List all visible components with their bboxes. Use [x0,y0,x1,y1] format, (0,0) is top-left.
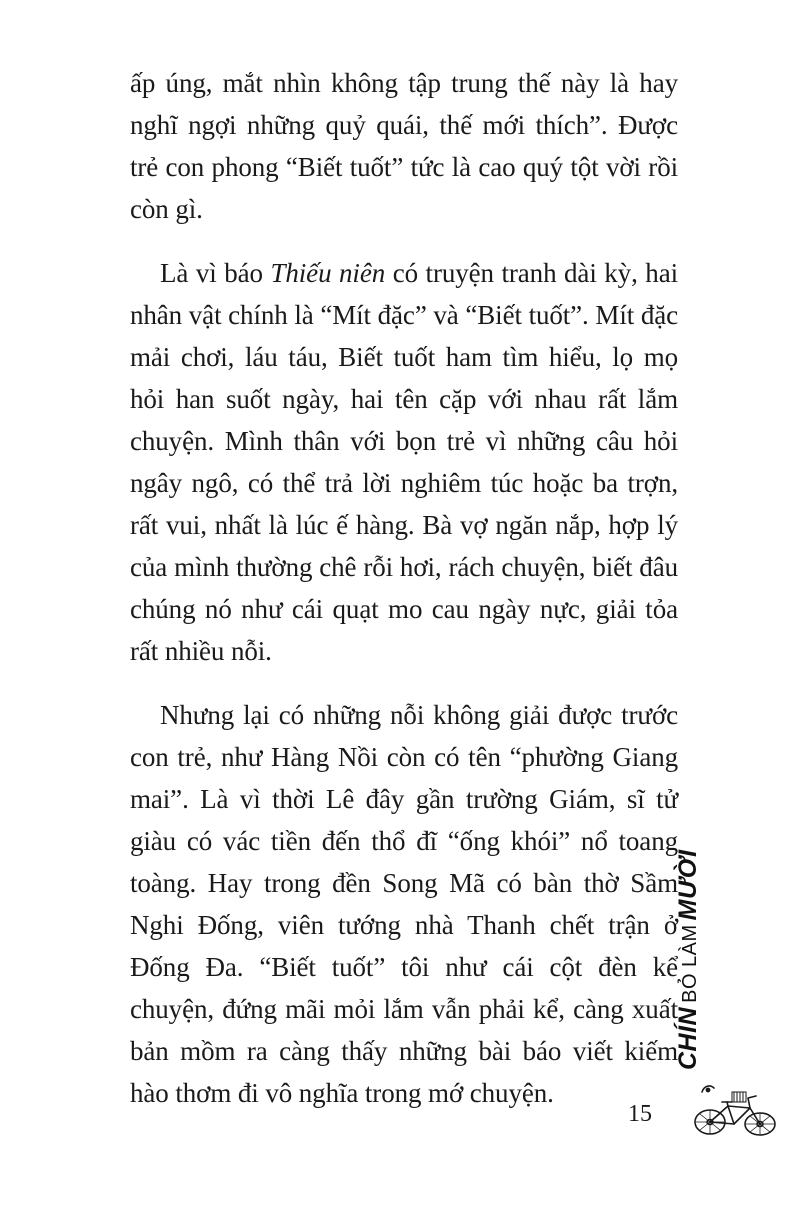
paragraph-2-text-rest: có truyện tranh dài kỳ, hai nhân vật chính là “Mít đặc” và “Biết tuốt”. Mít đặc mải chơi, láu táu, Biết tuốt ham tìm hiểu, lọ mọ hỏi han suốt ngày, hai tên cặp với nhau rất lắm chuyện. Mình thân với bọn trẻ vì những câu hỏi ngây ngô, có thể trả lời nghiêm túc hoặc ba trợn, rất vui, nhất là lúc ế hàng. Bà vợ ngăn nắp, hợp lý của mình thường chê rỗi hơi, rách chuyện, biết đâu chúng nó như cái quạt mo cau ngày nực, giải tỏa rất nhiều nỗi. [130,258,678,666]
paragraph-2 [130,252,678,672]
newspaper-title: Thiếu niên [270,258,386,288]
paragraph-1-text: ấp úng, mắt nhìn không tập trung thế này là hay nghĩ ngợi những quỷ quái, thế mới thích”. Được trẻ con phong “Biết tuốt” tức là cao quý tột vời rồi còn gì. [130,68,678,224]
book-title-part-1: CHÍN [674,1006,702,1070]
paragraph-1 [130,62,678,230]
book-title-part-3: MƯỜI [674,849,702,921]
page-number: 15 [628,1101,652,1127]
bicycle-icon [690,1080,780,1140]
book-title-part-2: BỎ LÀM [679,924,701,1003]
page-body [130,62,678,1136]
running-book-title [674,849,703,1070]
paragraph-3 [130,694,678,1114]
paragraph-3-text: Nhưng lại có những nỗi không giải được trước con trẻ, như Hàng Nồi còn có tên “phường Giang mai”. Là vì thời Lê đây gần trường Giám, sĩ tử giàu có vác tiền đến thổ đĩ “ống khói” nổ toang toàng. Hay trong đền Song Mã có bàn thờ Sầm Nghi Đống, viên tướng nhà Thanh chết trận ở Đống Đa. “Biết tuốt” tôi như cái cột đèn kể chuyện, đứng mãi mỏi lắm vẫn phải kể, càng xuất bản mồm ra càng thấy những bài báo viết kiếm hào thơm đi vô nghĩa trong mớ chuyện. [130,700,678,1108]
paragraph-2-text-start: Là vì báo [160,258,271,288]
